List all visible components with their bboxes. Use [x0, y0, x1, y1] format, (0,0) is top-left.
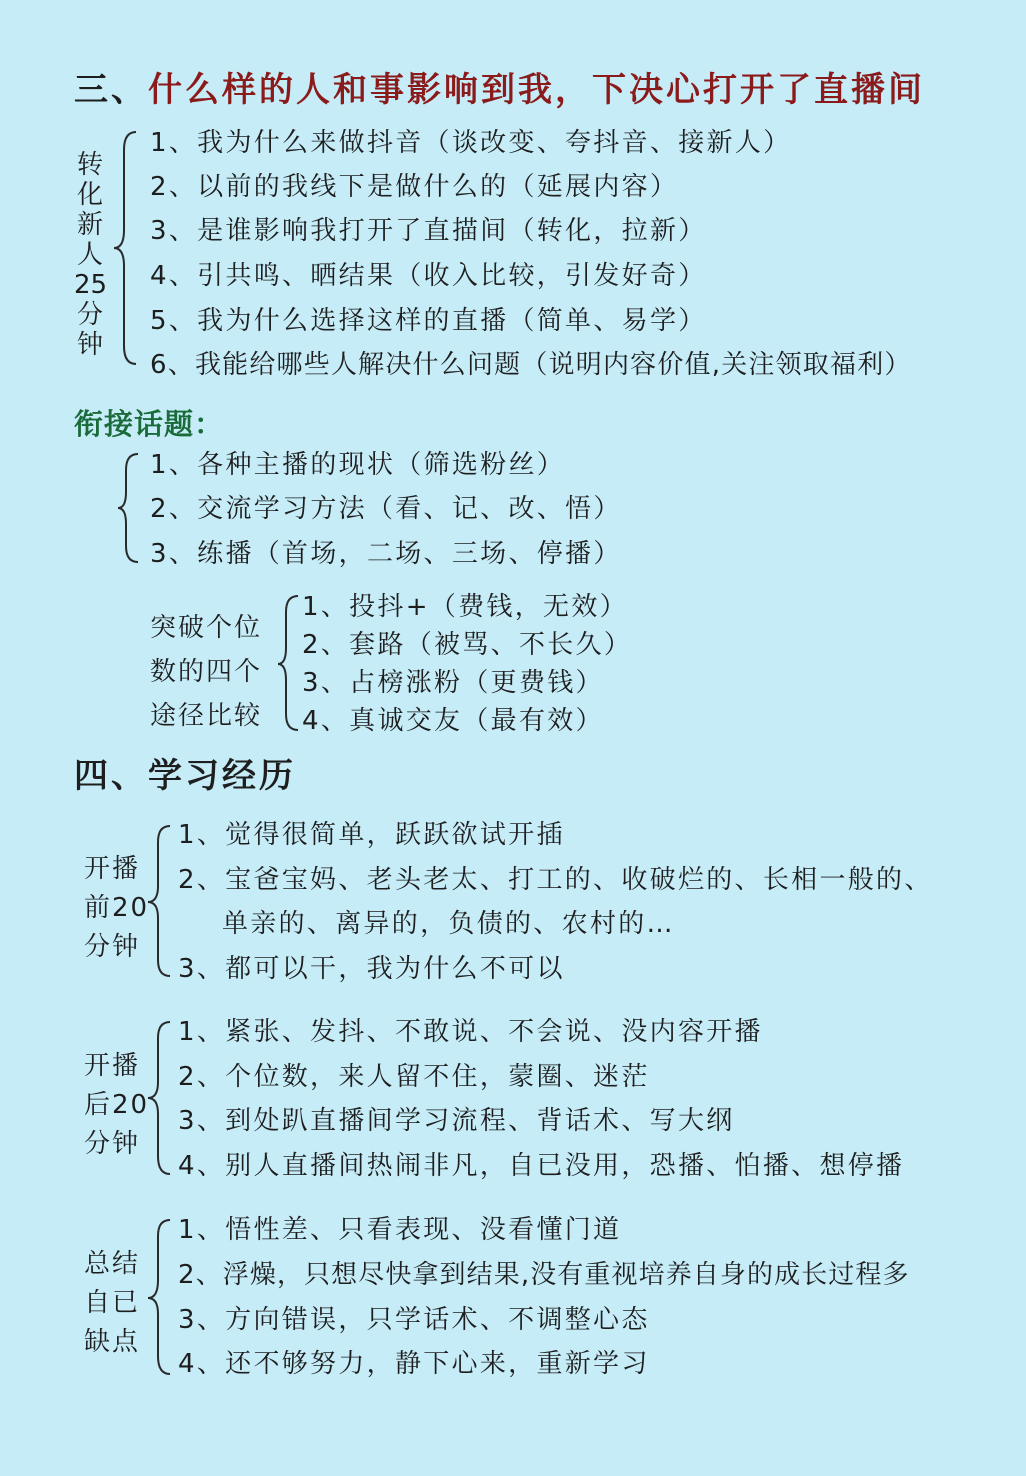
breakthrough-label-line: 途径比较 — [150, 701, 263, 731]
section3-item: 2、以前的我线下是做什么的（延展内容） — [150, 172, 679, 202]
group2-item: 1、紧张、发抖、不敢说、不会说、没内容开播 — [178, 1017, 763, 1047]
group1-label-line: 开播 — [84, 854, 141, 884]
section3-item: 3、是谁影响我打开了直描间（转化，拉新） — [150, 216, 707, 246]
section3-item: 1、我为什么来做抖音（谈改变、夸抖音、接新人） — [150, 128, 792, 158]
section3-item: 6、我能给哪些人解决什么问题（说明内容价值,关注领取福利） — [150, 350, 912, 380]
section3-item: 5、我为什么选择这样的直播（简单、易学） — [150, 306, 707, 336]
breakthrough-item: 1、投抖+（费钱，无效） — [302, 592, 628, 622]
group2-brace — [146, 1020, 174, 1178]
section3-group-label: 转化新人25分钟 — [74, 150, 108, 360]
transition-item: 3、练播（首场，二场、三场、停播） — [150, 539, 622, 569]
breakthrough-label-line: 突破个位 — [150, 613, 263, 643]
group1-item: 2、宝爸宝妈、老头老太、打工的、收破烂的、长相一般的、 — [178, 865, 933, 895]
breakthrough-label-line: 数的四个 — [150, 657, 263, 687]
section3-brace — [110, 130, 140, 370]
breakthrough-item: 4、真诚交友（最有效） — [302, 706, 604, 736]
transition-heading: 衔接话题： — [74, 407, 225, 441]
group2-item: 4、别人直播间热闹非凡，自已没用，恐播、怕播、想停播 — [178, 1151, 905, 1181]
group3-item: 4、还不够努力，静下心来，重新学习 — [178, 1349, 650, 1379]
group1-item: 1、觉得很简单，跃跃欲试开插 — [178, 820, 565, 850]
group2-label-line: 分钟 — [84, 1129, 141, 1159]
group1-item: 单亲的、离异的，负债的、农村的… — [222, 909, 675, 939]
group3-item: 1、悟性差、只看表现、没看懂门道 — [178, 1215, 622, 1245]
section3-heading-text: 什么样的人和事影响到我，下决心打开了直播间 — [148, 70, 925, 110]
transition-item: 2、交流学习方法（看、记、改、悟） — [150, 494, 622, 524]
group3-item: 3、方向错误，只学话术、不调整心态 — [178, 1305, 650, 1335]
section3-heading — [74, 62, 925, 111]
group1-label-line: 前20 — [84, 893, 150, 923]
breakthrough-item: 3、占榜涨粉（更费钱） — [302, 668, 604, 698]
transition-brace — [116, 452, 146, 564]
section4-heading: 四、学习经历 — [74, 756, 296, 796]
group3-item: 2、浮燥，只想尽快拿到结果,没有重视培养自身的成长过程多 — [178, 1260, 910, 1290]
group2-item: 2、个位数，来人留不住，蒙圈、迷茫 — [178, 1062, 650, 1092]
group1-label-line: 分钟 — [84, 932, 141, 962]
group3-brace — [146, 1218, 174, 1378]
section3-item: 4、引共鸣、晒结果（收入比较，引发好奇） — [150, 261, 707, 291]
transition-item: 1、各种主播的现状（筛选粉丝） — [150, 450, 566, 480]
group2-label-line: 开播 — [84, 1051, 141, 1081]
group1-brace — [146, 824, 174, 980]
breakthrough-item: 2、套路（被骂、不长久） — [302, 630, 633, 660]
section3-heading-prefix: 三、 — [74, 70, 148, 110]
group2-label-line: 后20 — [84, 1090, 150, 1120]
group3-label-line: 自已 — [84, 1288, 141, 1318]
breakthrough-brace — [276, 594, 302, 734]
group3-label-line: 总结 — [84, 1249, 141, 1279]
group1-item: 3、都可以干，我为什么不可以 — [178, 954, 565, 984]
group3-label-line: 缺点 — [84, 1327, 141, 1357]
group2-item: 3、到处趴直播间学习流程、背话术、写大纲 — [178, 1106, 735, 1136]
